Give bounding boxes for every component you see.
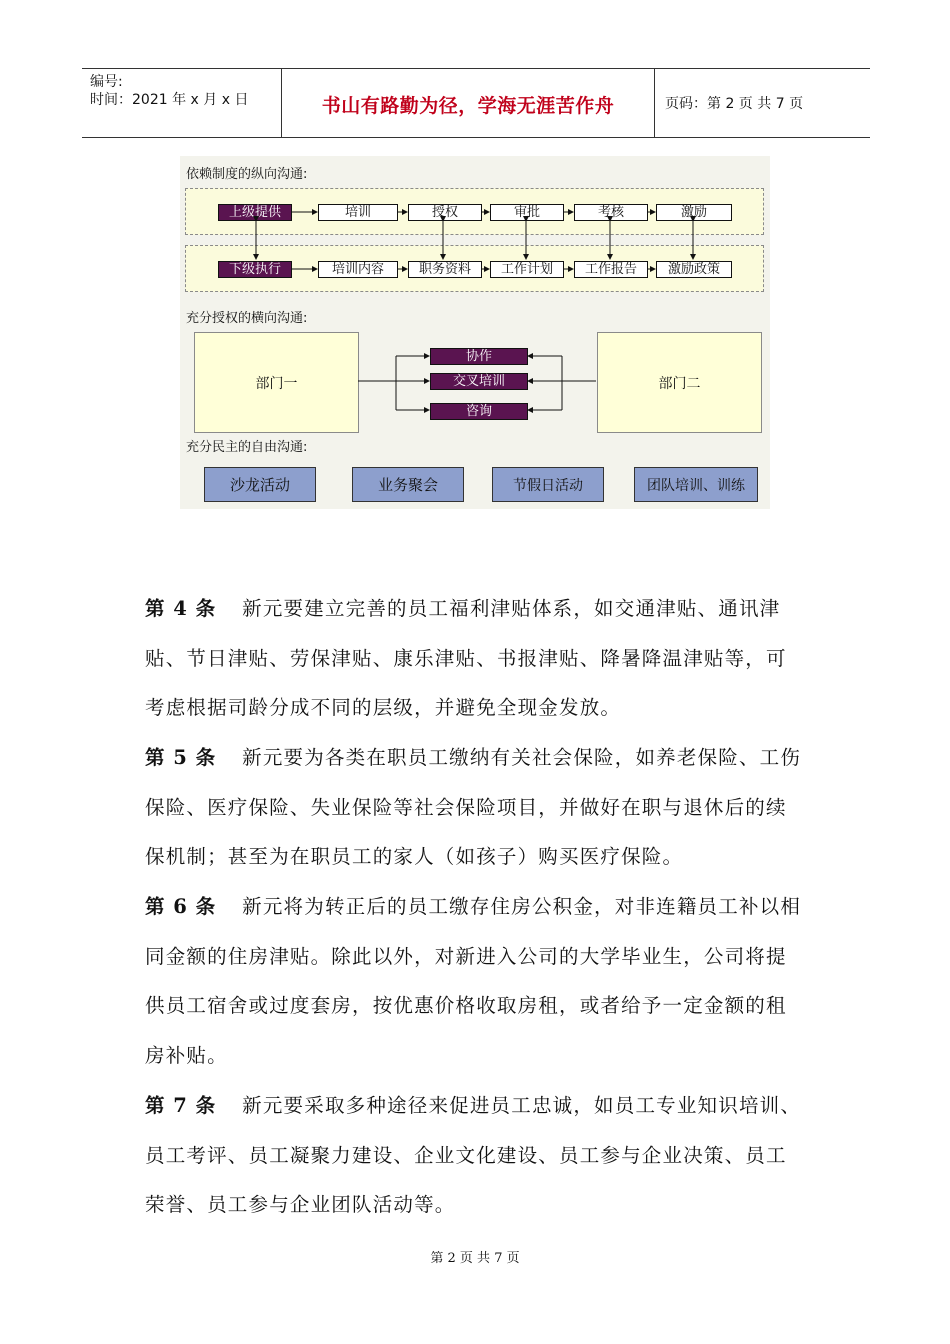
activity-team-training: 团队培训、训练 — [634, 467, 758, 502]
article-6 — [145, 882, 805, 1080]
middle-item-consulting: 咨询 — [430, 403, 528, 420]
activity-holiday: 节假日活动 — [492, 467, 604, 502]
upper-item-assessment: 考核 — [574, 204, 648, 221]
article-7-text: 新元要采取多种途径来促进员工忠诚，如员工专业知识培训、员工考评、员工凝聚力建设、企业文化建设、员工参与企业决策、员工荣誉、员工参与企业团队活动等。 — [145, 1094, 802, 1216]
article-4-label: 第 4 条 — [145, 597, 217, 620]
page-footer: 第 2 页 共 7 页 — [430, 1251, 520, 1266]
header-info-cell — [82, 69, 282, 137]
article-6-text: 新元将为转正后的员工缴存住房公积金，对非连籍员工补以相同金额的住房津贴。除此以外，对新进入公司的大学毕业生，公司将提供员工宿舍或过度套房，按优惠价格收取房租，或者给予一定金额的租房补贴。 — [145, 895, 802, 1067]
number-label: 编号: — [90, 74, 123, 90]
header-page-cell — [655, 69, 870, 137]
article-4-text: 新元要建立完善的员工福利津贴体系，如交通津贴、通讯津贴、节日津贴、劳保津贴、康乐津贴、书报津贴、降暑降温津贴等，可考虑根据司龄分成不同的层级，并避免全现金发放。 — [145, 597, 787, 719]
middle-item-cross-training: 交叉培训 — [430, 373, 528, 390]
lower-item-work-report: 工作报告 — [574, 261, 648, 278]
header-page-label: 页码：第 2 页 共 7 页 — [665, 96, 804, 112]
activity-salon: 沙龙活动 — [204, 467, 316, 502]
article-7-label: 第 7 条 — [145, 1094, 217, 1117]
article-6-label: 第 6 条 — [145, 895, 217, 918]
activity-business-gathering: 业务聚会 — [352, 467, 464, 502]
lower-item-incentive-policy: 激励政策 — [656, 261, 732, 278]
department-two-box: 部门二 — [597, 332, 762, 433]
vertical-communication-title: 依赖制度的纵向沟通: — [186, 167, 308, 182]
article-5-label: 第 5 条 — [145, 746, 217, 769]
article-4 — [145, 584, 805, 733]
upper-item-approval: 审批 — [490, 204, 564, 221]
diagram-arrows — [180, 156, 770, 509]
horizontal-communication-title: 充分授权的横向沟通: — [186, 311, 308, 326]
page-header — [82, 68, 870, 138]
lower-item-training-content: 培训内容 — [318, 261, 398, 278]
time-label: 时间：2021 年 x 月 x 日 — [90, 92, 249, 108]
lower-item-work-plan: 工作计划 — [490, 261, 564, 278]
article-7 — [145, 1081, 805, 1230]
upper-item-incentive: 激励 — [656, 204, 732, 221]
article-5-text: 新元要为各类在职员工缴纳有关社会保险，如养老保险、工伤保险、医疗保险、失业保险等社会保险项目，并做好在职与退休后的续保机制；甚至为在职员工的家人（如孩子）购买医疗保险。 — [145, 746, 802, 868]
lower-label: 下级执行 — [218, 261, 292, 278]
upper-label: 上级提供 — [218, 204, 292, 221]
article-5 — [145, 733, 805, 882]
upper-item-training: 培训 — [318, 204, 398, 221]
free-communication-title: 充分民主的自由沟通: — [186, 440, 308, 455]
header-motto-cell — [282, 69, 655, 137]
motto: 书山有路勤为径，学海无涯苦作舟 — [321, 95, 615, 117]
communication-diagram — [180, 156, 770, 509]
lower-item-job-materials: 职务资料 — [408, 261, 482, 278]
department-one-box: 部门一 — [194, 332, 359, 433]
upper-item-authorization: 授权 — [408, 204, 482, 221]
middle-item-cooperation: 协作 — [430, 348, 528, 365]
